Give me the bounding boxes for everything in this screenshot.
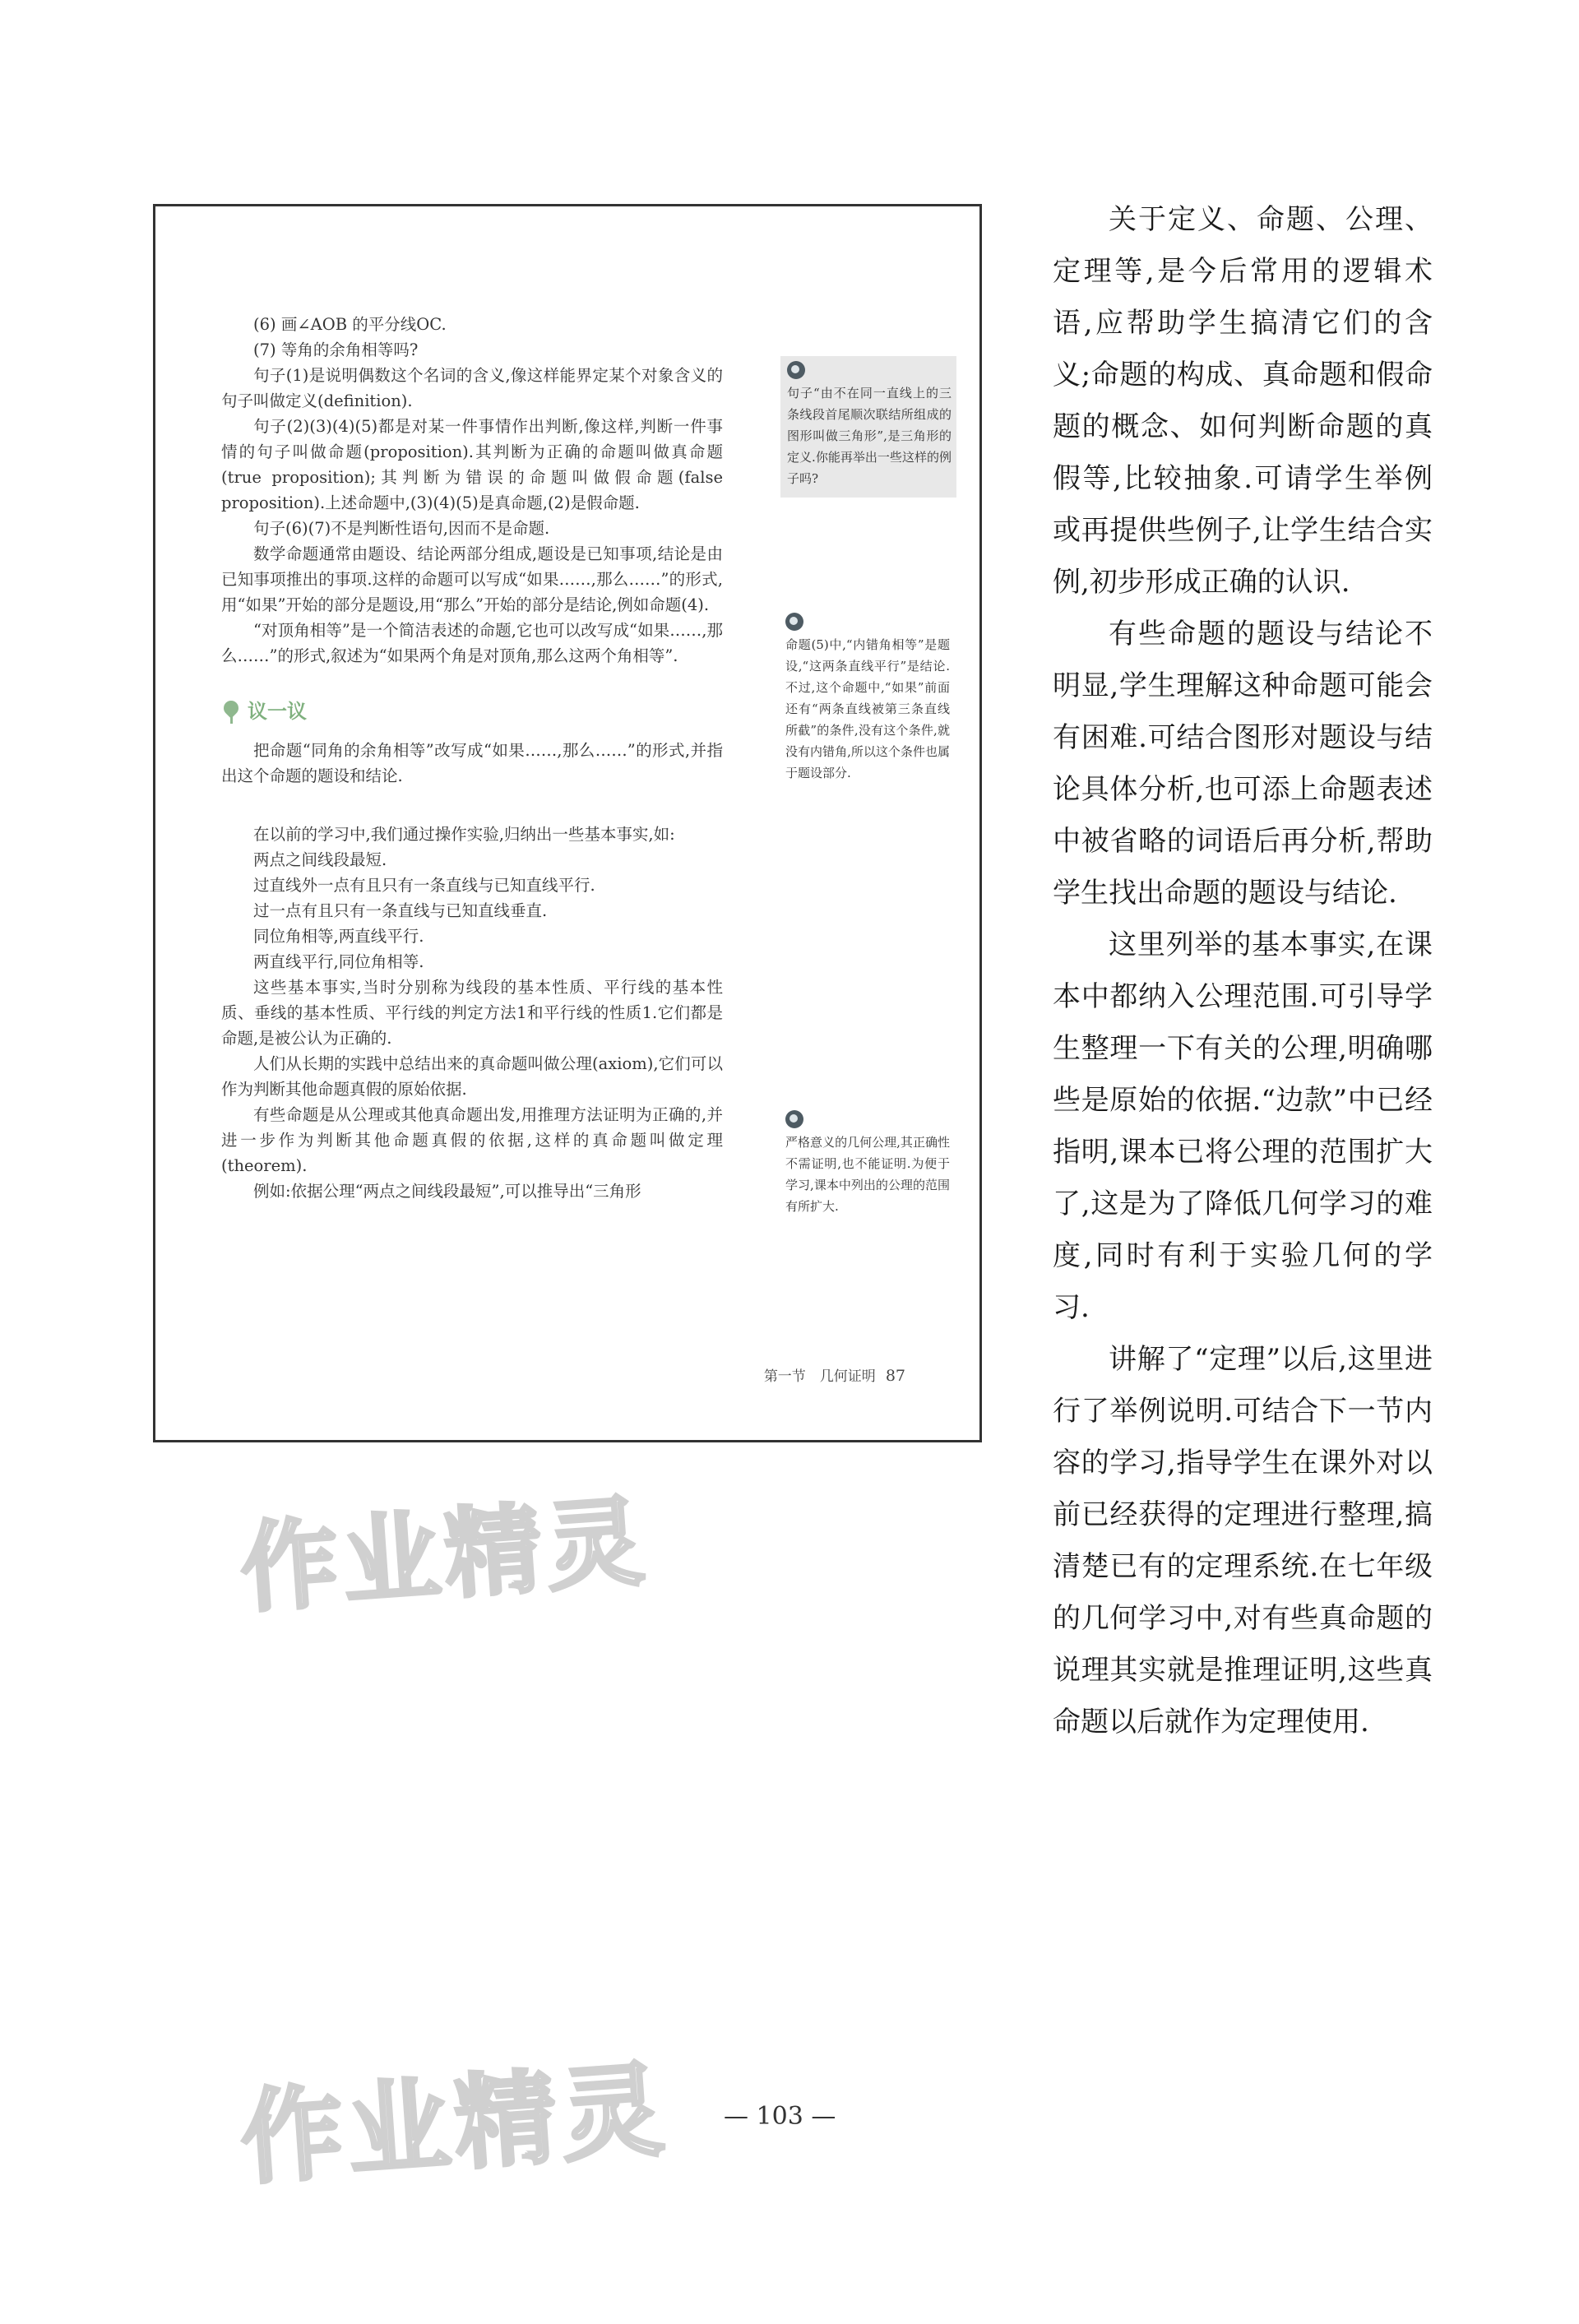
discussion-text: 把命题“同角的余角相等”改写成“如果……,那么……”的形式,并指出这个命题的题设和结论. — [221, 741, 723, 785]
watermark: 作业精灵 — [237, 2051, 673, 2199]
textbook-paragraph: (6) 画∠AOB 的平分线OC. — [253, 315, 447, 334]
facts-intro: 在以前的学习中,我们通过操作实验,归纳出一些基本事实,如: — [253, 825, 675, 844]
teacher-guide-column — [1053, 194, 1433, 1748]
textbook-paragraph: “对顶角相等”是一个简洁表述的命题,它也可以改写成“如果……,那么……”的形式,叙述为“如果两个角是对顶角,那么这两个角相等”. — [221, 621, 723, 665]
margin-note-text: 句子“由不在同一直线上的三条线段首尾顺次联结所组成的图形叫做三角形”,是三角形的定义.你能再举出一些这样的例子吗? — [787, 386, 952, 486]
textbook-paragraph: 句子(1)是说明偶数这个名词的含义,像这样能界定某个对象含义的句子叫做定义(definition). — [221, 366, 723, 410]
fact-item: 过一点有且只有一条直线与已知直线垂直. — [253, 901, 548, 920]
watermark: 作业精灵 — [237, 1484, 652, 1627]
footer-section: 第一节 几何证明 — [763, 1368, 876, 1385]
textbook-paragraph: (7) 等角的余角相等吗? — [253, 340, 419, 359]
footer-page-number: 87 — [885, 1367, 905, 1385]
guide-paragraph: 有些命题的题设与结论不明显,学生理解这种命题可能会有困难.可结合图形对题设与结论具体分析,也可添上命题表述中被省略的词语后再分析,帮助学生找出命题的题设与结论. — [1053, 618, 1433, 910]
textbook-paragraph: 句子(2)(3)(4)(5)都是对某一件事情作出判断,像这样,判断一件事情的句子叫做命题(proposition).其判断为正确的命题叫做真命题(true proposition);其判断为错误的命题叫做假命题(false proposition).上述命题中,(3)(4)(5)是真命题,(2)是假命题. — [221, 417, 723, 512]
note-bubble-icon — [787, 361, 805, 379]
section-heading — [221, 695, 723, 728]
section-heading-text: 议一议 — [248, 699, 307, 723]
margin-note — [780, 1107, 955, 1220]
margin-note — [780, 609, 955, 787]
textbook-footer — [764, 1364, 905, 1385]
margin-note-text: 命题(5)中,“内错角相等”是题设,“这两条直线平行”是结论.不过,这个命题中,“如果”前面还有“两条直线被第三条直线所截”的条件,没有这个条件,就没有内错角,所以这个条件也属于题设部分. — [785, 637, 950, 780]
margin-note — [780, 356, 956, 498]
textbook-page-scan — [153, 204, 982, 1442]
pushpin-icon — [221, 699, 243, 724]
textbook-paragraph: 例如:依据公理“两点之间线段最短”,可以推导出“三角形 — [253, 1182, 641, 1201]
textbook-paragraph: 数学命题通常由题设、结论两部分组成,题设是已知事项,结论是由已知事项推出的事项.这样的命题可以写成“如果……,那么……”的形式,用“如果”开始的部分是题设,用“那么”开始的部分是结论,例如命题(4). — [221, 544, 723, 614]
note-bubble-icon — [785, 613, 803, 631]
margin-note-text: 严格意义的几何公理,其正确性不需证明,也不能证明.为便于学习,课本中列出的公理的范围有所扩大. — [785, 1135, 950, 1214]
guide-paragraph: 这里列举的基本事实,在课本中都纳入公理范围.可引导学生整理一下有关的公理,明确哪些是原始的依据.“边款”中已经指明,课本已将公理的范围扩大了,这是为了降低几何学习的难度,同时有利于实验几何的学习. — [1053, 928, 1433, 1324]
note-bubble-icon — [785, 1110, 803, 1128]
fact-item: 同位角相等,两直线平行. — [253, 927, 424, 946]
textbook-paragraph: 有些命题是从公理或其他真命题出发,用推理方法证明为正确的,并进一步作为判断其他命题真假的依据,这样的真命题叫做定理(theorem). — [221, 1105, 723, 1175]
guide-paragraph: 讲解了“定理”以后,这里进行了举例说明.可结合下一节内容的学习,指导学生在课外对以前已经获得的定理进行整理,搞清楚已有的定理系统.在七年级的几何学习中,对有些真命题的说理其实就是推理证明,这些真命题以后就作为定理使用. — [1053, 1343, 1433, 1738]
guide-paragraph: 关于定义、命题、公理、定理等,是今后常用的逻辑术语,应帮助学生搞清它们的含义;命题的构成、真命题和假命题的概念、如何判断命题的真假等,比较抽象.可请学生举例或再提供些例子,让学生结合实例,初步形成正确的认识. — [1053, 203, 1433, 599]
fact-item: 两点之间线段最短. — [253, 850, 387, 869]
fact-item: 过直线外一点有且只有一条直线与已知直线平行. — [253, 876, 595, 895]
textbook-paragraph: 这些基本事实,当时分别称为线段的基本性质、平行线的基本性质、垂线的基本性质、平行线的判定方法1和平行线的性质1.它们都是命题,是被公认为正确的. — [221, 978, 723, 1048]
textbook-main-text — [221, 312, 723, 1204]
fact-item: 两直线平行,同位角相等. — [253, 952, 424, 971]
page-number: — 103 — — [724, 2102, 836, 2131]
textbook-paragraph: 句子(6)(7)不是判断性语句,因而不是命题. — [253, 519, 550, 538]
textbook-paragraph: 人们从长期的实践中总结出来的真命题叫做公理(axiom),它们可以作为判断其他命题真假的原始依据. — [221, 1054, 723, 1099]
